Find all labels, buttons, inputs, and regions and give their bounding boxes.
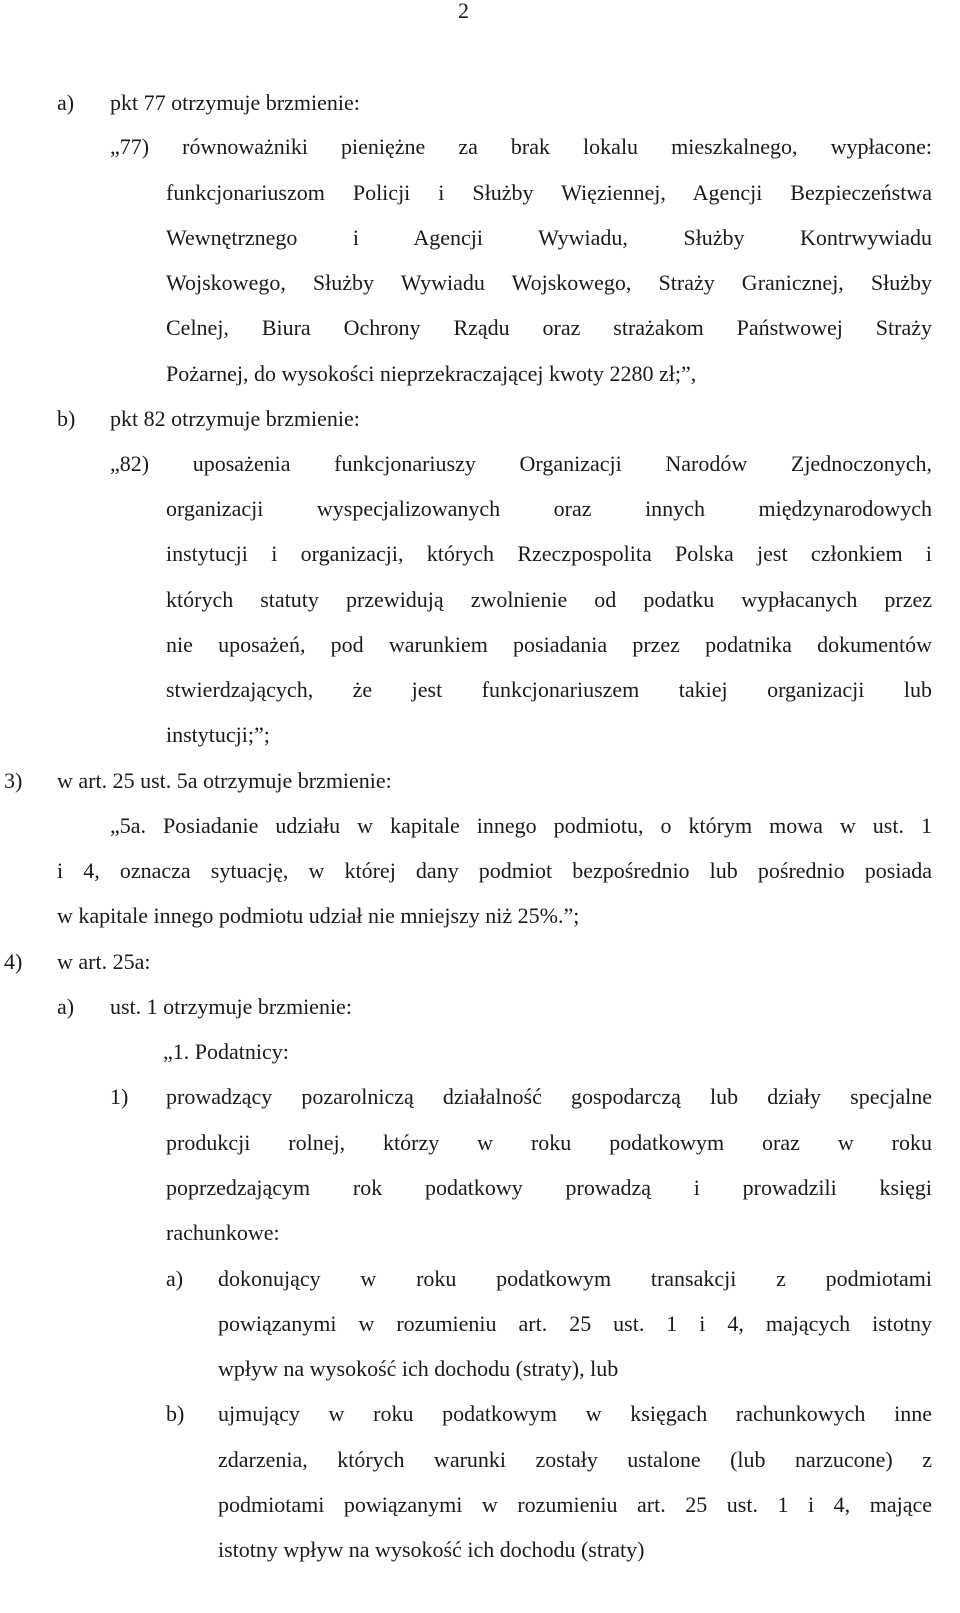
text-line: „5a. Posiadanie udziału w kapitale innego podmiotu, o którym mowa w ust. 1 <box>110 813 932 838</box>
text-line: ujmujący w roku podatkowym w księgach rachunkowych inne <box>218 1401 932 1426</box>
text-line: powiązanymi w rozumieniu art. 25 ust. 1 i 4, mających istotny <box>218 1311 932 1336</box>
section-heading: ust. 1 otrzymuje brzmienie: <box>110 994 352 1019</box>
text-line: „82) uposażenia funkcjonariuszy Organizacji Narodów Zjednoczonych, <box>110 451 932 476</box>
text-line: dokonujący w roku podatkowym transakcji z podmiotami <box>218 1266 932 1291</box>
text-line: „77) równoważniki pieniężne za brak lokalu mieszkalnego, wypłacone: <box>110 134 932 159</box>
text-line: i 4, oznacza sytuację, w której dany podmiot bezpośrednio lub pośrednio posiada <box>57 858 932 883</box>
text-line: Wewnętrznego i Agencji Wywiadu, Służby Kontrwywiadu <box>166 225 932 250</box>
text-line: wpływ na wysokość ich dochodu (straty), lub <box>218 1356 619 1381</box>
list-marker: a) <box>57 994 75 1019</box>
text-line: organizacji wyspecjalizowanych oraz innych międzynarodowych <box>166 496 932 521</box>
list-marker: 4) <box>4 949 23 974</box>
list-marker: b) <box>57 406 76 431</box>
section-heading: pkt 82 otrzymuje brzmienie: <box>110 406 360 431</box>
text-line: Celnej, Biura Ochrony Rządu oraz strażakom Państwowej Straży <box>166 315 932 340</box>
list-marker: a) <box>166 1266 184 1291</box>
text-line: rachunkowe: <box>166 1220 280 1245</box>
list-marker: 3) <box>4 768 23 793</box>
text-line: nie uposażeń, pod warunkiem posiadania przez podatnika dokumentów <box>166 632 932 657</box>
text-line: poprzedzającym rok podatkowy prowadzą i prowadzili księgi <box>166 1175 932 1200</box>
text-line: zdarzenia, których warunki zostały ustalone (lub narzucone) z <box>218 1447 932 1472</box>
text-line: prowadzący pozarolniczą działalność gospodarczą lub działy specjalne <box>166 1084 932 1109</box>
list-marker: b) <box>166 1401 185 1426</box>
text-line: podmiotami powiązanymi w rozumieniu art. 25 ust. 1 i 4, mające <box>218 1492 932 1517</box>
section-heading: pkt 77 otrzymuje brzmienie: <box>110 90 360 115</box>
text-line: „1. Podatnicy: <box>163 1039 289 1064</box>
text-line: Pożarnej, do wysokości nieprzekraczającej kwoty 2280 zł;”, <box>166 361 697 386</box>
page-number: 2 <box>458 0 469 23</box>
text-line: produkcji rolnej, którzy w roku podatkowym oraz w roku <box>166 1130 932 1155</box>
text-line: Wojskowego, Służby Wywiadu Wojskowego, Straży Granicznej, Służby <box>166 270 932 295</box>
text-line: instytucji;”; <box>166 722 270 747</box>
list-marker: 1) <box>110 1084 129 1109</box>
text-line: funkcjonariuszom Policji i Służby Więziennej, Agencji Bezpieczeństwa <box>166 180 932 205</box>
text-line: w kapitale innego podmiotu udział nie mniejszy niż 25%.”; <box>57 903 580 928</box>
text-line: instytucji i organizacji, których Rzeczpospolita Polska jest członkiem i <box>166 541 932 566</box>
text-line: których statuty przewidują zwolnienie od podatku wypłacanych przez <box>166 587 932 612</box>
section-heading: w art. 25 ust. 5a otrzymuje brzmienie: <box>57 768 392 793</box>
text-line: istotny wpływ na wysokość ich dochodu (straty) <box>218 1537 645 1562</box>
text-line: stwierdzających, że jest funkcjonariuszem takiej organizacji lub <box>166 677 932 702</box>
section-heading: w art. 25a: <box>57 949 151 974</box>
list-marker: a) <box>57 90 75 115</box>
